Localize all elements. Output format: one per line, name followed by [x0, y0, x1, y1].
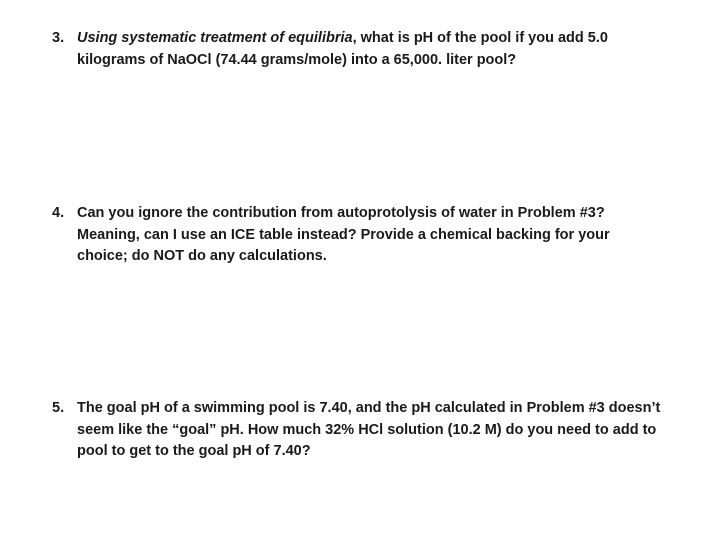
question-3: [52, 28, 662, 71]
question-body: The goal pH of a swimming pool is 7.40, and the pH calculated in Problem #3 doesn’t seem like the “goal” pH. How much 32% HCl solution (10.2 M) do you need to add to pool to get to the goal pH of 7.40?: [77, 400, 661, 459]
question-number: 5.: [52, 400, 65, 416]
question-text: [77, 398, 662, 463]
question-5: [52, 398, 662, 463]
question-body: Can you ignore the contribution from autoprotolysis of water in Problem #3? Meaning, can I use an ICE table instead? Provide a chemical backing for your choice; do NOT do any calculations.: [77, 205, 610, 264]
question-body: , what is pH of the pool if you add 5.0 kilograms of NaOCl (74.44 grams/mole) into a 65,000. liter pool?: [77, 30, 608, 68]
question-text: [77, 203, 662, 268]
question-4: [52, 203, 662, 268]
question-italic-lead: Using systematic treatment of equilibria: [77, 30, 353, 46]
question-number: 3.: [52, 30, 65, 46]
question-text: [77, 28, 662, 71]
question-number: 4.: [52, 205, 65, 221]
